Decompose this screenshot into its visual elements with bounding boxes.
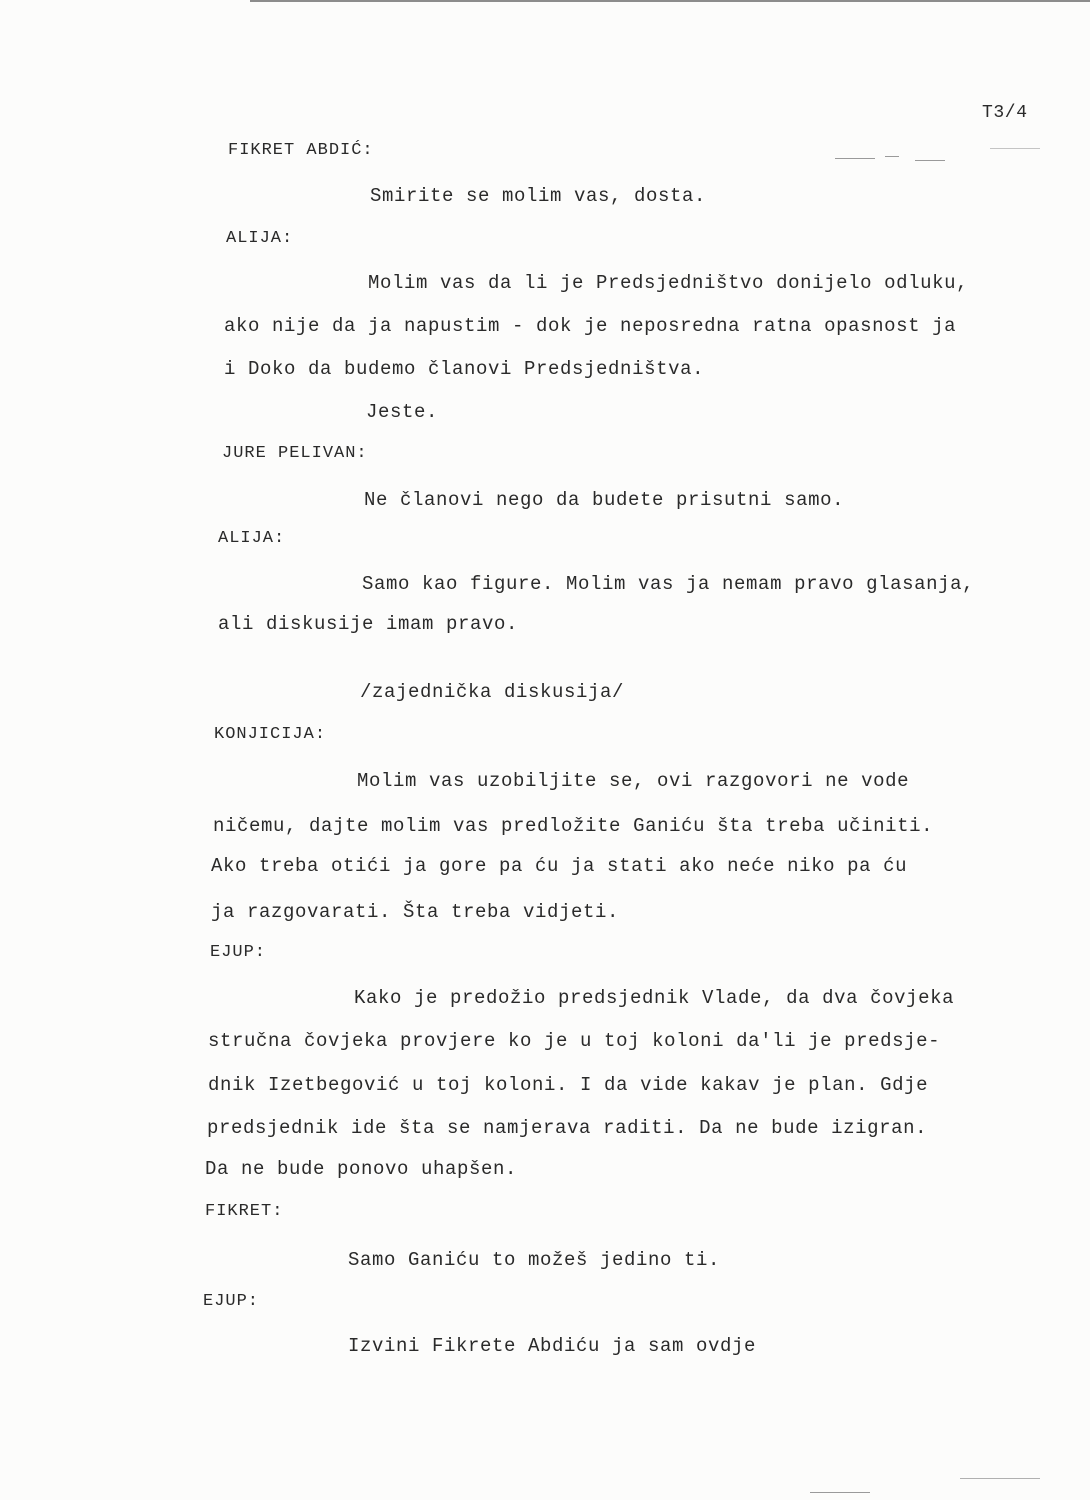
text-line: dnik Izetbegović u toj koloni. I da vide kakav je plan. Gdje: [208, 1074, 929, 1096]
text-line: Ako treba otići ja gore pa ću ja stati ako neće niko pa ću: [211, 855, 908, 877]
text-line: ja razgovarati. Šta treba vidjeti.: [211, 901, 620, 923]
speaker-label: ALIJA:: [218, 529, 286, 548]
scan-mark: [835, 158, 875, 159]
text-line: ako nije da ja napustim - dok je neposredna ratna opasnost ja: [224, 315, 957, 337]
text-line: Jeste.: [366, 401, 439, 423]
text-line: /zajednička diskusija/: [360, 681, 625, 703]
speaker-label: EJUP:: [210, 943, 267, 962]
text-line: Da ne bude ponovo uhapšen.: [205, 1158, 518, 1180]
text-line: i Doko da budemo članovi Predsjedništva.: [224, 358, 705, 380]
page-number: T3/4: [982, 103, 1028, 123]
speaker-label: KONJICIJA:: [214, 725, 327, 744]
scan-mark: [810, 1492, 870, 1493]
text-line: Smirite se molim vas, dosta.: [370, 185, 707, 207]
speaker-label: EJUP:: [203, 1292, 260, 1311]
text-line: Samo kao figure. Molim vas ja nemam pravo glasanja,: [362, 573, 975, 595]
speaker-label: ALIJA:: [226, 229, 294, 248]
scan-mark: [960, 1478, 1040, 1479]
text-line: Izvini Fikrete Abdiću ja sam ovdje: [348, 1335, 757, 1357]
text-line: stručna čovjeka provjere ko je u toj koloni da'li je predsje-: [208, 1030, 941, 1052]
scan-mark: [915, 160, 945, 161]
text-line: predsjednik ide šta se namjerava raditi. Da ne bude izigran.: [207, 1117, 928, 1139]
text-line: Ne članovi nego da budete prisutni samo.: [364, 489, 845, 511]
scan-edge-line: [250, 0, 1090, 2]
scan-mark: [990, 148, 1040, 149]
text-line: Samo Ganiću to možeš jedino ti.: [348, 1249, 721, 1271]
text-line: Molim vas da li je Predsjedništvo donijelo odluku,: [368, 272, 969, 294]
speaker-label: FIKRET:: [205, 1202, 284, 1221]
text-line: ali diskusije imam pravo.: [218, 613, 519, 635]
speaker-label: JURE PELIVAN:: [222, 444, 368, 463]
scan-mark: [885, 156, 899, 157]
text-line: Molim vas uzobiljite se, ovi razgovori ne vode: [357, 770, 910, 792]
text-line: ničemu, dajte molim vas predložite Ganiću šta treba učiniti.: [213, 815, 934, 837]
speaker-label: FIKRET ABDIĆ:: [228, 141, 374, 160]
text-line: Kako je predožio predsjednik Vlade, da dva čovjeka: [354, 987, 955, 1009]
